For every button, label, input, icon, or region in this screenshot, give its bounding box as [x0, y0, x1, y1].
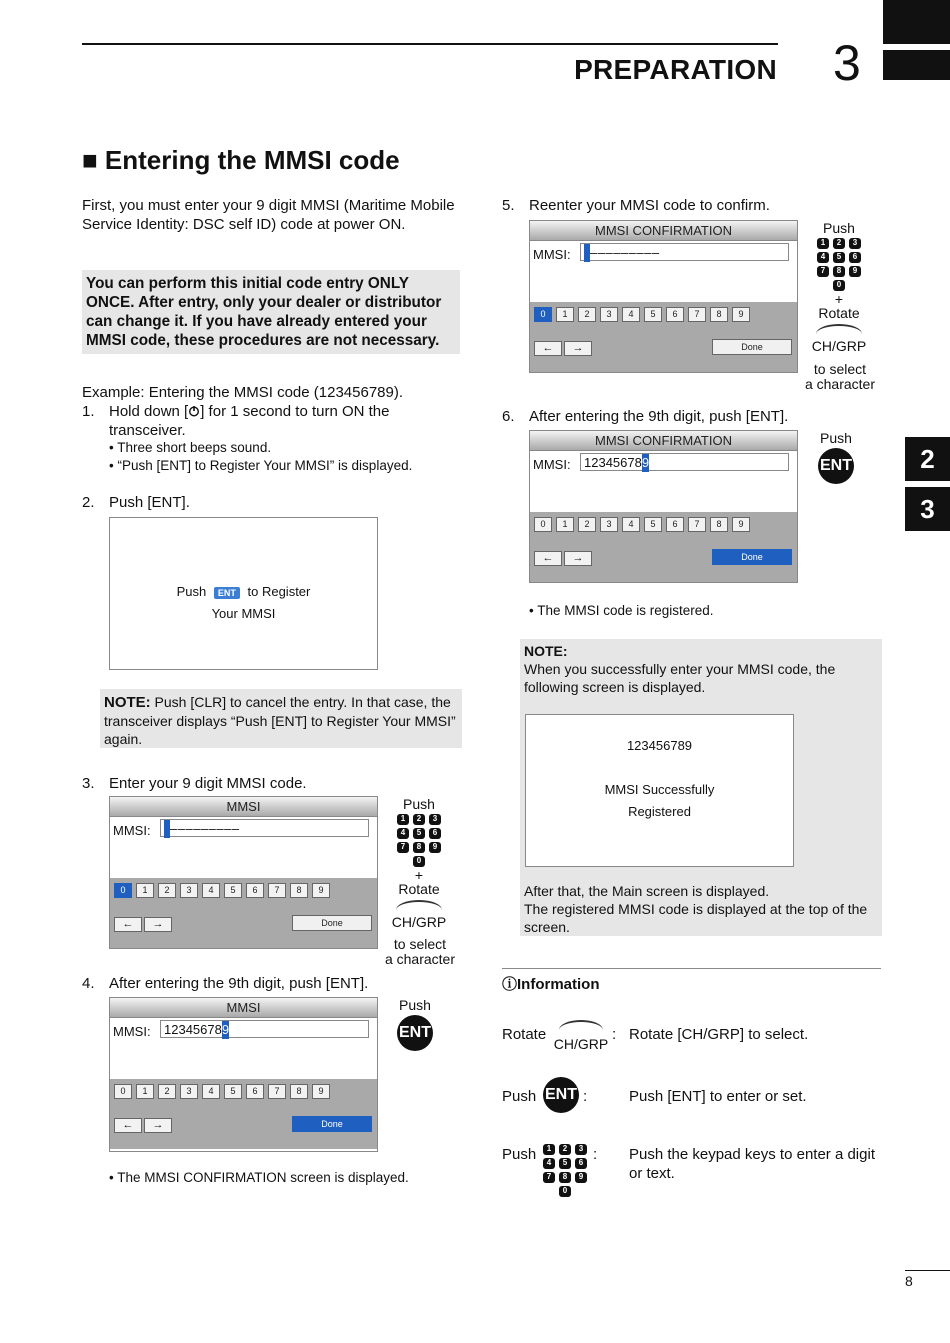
done-button[interactable]: Done	[292, 915, 372, 931]
keypad-key: 4	[543, 1158, 555, 1169]
keypad-key: 4	[397, 828, 409, 839]
side-tab-3[interactable]: 3	[905, 487, 950, 531]
right-arrow-button[interactable]: →	[144, 1118, 172, 1133]
digit-key[interactable]: 3	[600, 517, 618, 532]
note2-after2: The registered MMSI code is displayed at the top of the screen.	[524, 901, 868, 935]
footer-rule	[905, 1270, 950, 1271]
chapter-tab-block	[883, 0, 950, 44]
mmsi-label: MMSI:	[113, 823, 151, 838]
digit-key[interactable]: 2	[158, 1084, 176, 1099]
digit-keys	[534, 517, 750, 532]
keypad-key: 2	[413, 814, 425, 825]
intro-text: First, you must enter your 9 digit MMSI (Maritime Mobile Service Identity: DSC self ID) code at power ON.	[82, 197, 455, 233]
digit-key[interactable]: 0	[534, 517, 552, 532]
step-number: 2.	[82, 494, 95, 511]
digit-key[interactable]: 1	[136, 883, 154, 898]
to-select: to select	[393, 936, 447, 952]
left-arrow-button[interactable]: ←	[114, 917, 142, 932]
digit-key[interactable]: 5	[224, 1084, 242, 1099]
digit-keys	[114, 1084, 330, 1099]
step6-bullet: • The MMSI code is registered.	[529, 603, 714, 618]
digit-key[interactable]: 9	[732, 517, 750, 532]
digit-key[interactable]: 5	[644, 517, 662, 532]
digit-key[interactable]: 3	[600, 307, 618, 322]
step-number: 4.	[82, 975, 95, 992]
done-button[interactable]: Done	[712, 339, 792, 355]
confirm-screen-empty	[529, 220, 798, 373]
select-caption	[378, 937, 462, 967]
ent-icon: ENT	[397, 1015, 433, 1051]
digit-key[interactable]: 7	[268, 1084, 286, 1099]
push-label: Push	[399, 997, 431, 1013]
digit-key[interactable]: 4	[622, 517, 640, 532]
chgrp-label: CH/GRP	[811, 338, 867, 354]
digit-key[interactable]: 7	[688, 517, 706, 532]
keypad-key: 0	[833, 280, 845, 291]
screen-title: MMSI	[110, 797, 377, 817]
digit-key[interactable]: 8	[710, 307, 728, 322]
to-select: to select	[813, 361, 867, 377]
digit-key[interactable]: 1	[556, 517, 574, 532]
success-screen	[525, 714, 794, 867]
section-title: ■ Entering the MMSI code	[82, 145, 400, 175]
digit-key[interactable]: 4	[202, 1084, 220, 1099]
keypad-icon	[543, 1144, 587, 1197]
info-colon: :	[612, 1026, 617, 1043]
mmsi-label: MMSI:	[113, 1024, 151, 1039]
mmsi-field[interactable]	[160, 819, 369, 837]
digit-key[interactable]: 0	[114, 883, 132, 898]
keypad-key: 9	[849, 266, 861, 277]
mmsi-entered: 12345678	[584, 455, 642, 470]
info-dial-label: CH/GRP	[553, 1036, 609, 1052]
digit-key[interactable]: 6	[246, 1084, 264, 1099]
keypad-key: 5	[413, 828, 425, 839]
digit-key[interactable]: 5	[644, 307, 662, 322]
warning-box	[82, 270, 460, 354]
keypad-key: 7	[397, 842, 409, 853]
plus-sign: +	[834, 291, 844, 307]
info-colon: :	[593, 1146, 598, 1163]
digit-key[interactable]: 5	[224, 883, 242, 898]
step6-controls	[811, 430, 861, 484]
example-text: Example: Entering the MMSI code (123456789).	[82, 384, 404, 401]
page-title: PREPARATION	[574, 54, 777, 85]
success-number: 123456789	[626, 738, 693, 753]
step6-text: After entering the 9th digit, push [ENT].	[529, 408, 789, 425]
rotate-label: Rotate	[818, 305, 860, 321]
plus-sign: +	[414, 867, 424, 883]
keypad-key: 1	[543, 1144, 555, 1155]
left-arrow-button[interactable]: ←	[534, 551, 562, 566]
success-line1: MMSI Successfully	[604, 782, 715, 797]
digit-key[interactable]: 8	[290, 883, 308, 898]
info-colon: :	[583, 1088, 588, 1105]
mmsi-label: MMSI:	[533, 247, 571, 262]
info-push-desc: Push [ENT] to enter or set.	[629, 1088, 807, 1105]
push-label: Push	[823, 220, 855, 236]
mmsi-field[interactable]	[160, 1020, 369, 1038]
keyboard-area	[110, 878, 377, 948]
confirm-screen-filled	[529, 430, 798, 583]
digit-key[interactable]: 6	[666, 517, 684, 532]
step1-text-b: ] for 1 second to turn ON the	[200, 403, 390, 420]
step-number: 5.	[502, 197, 515, 214]
digit-key[interactable]: 0	[114, 1084, 132, 1099]
step1-bullet: • Three short beeps sound.	[109, 440, 272, 455]
digit-key[interactable]: 7	[688, 307, 706, 322]
keypad-key: 2	[559, 1144, 571, 1155]
keypad-key: 6	[849, 252, 861, 263]
digit-key[interactable]: 0	[534, 307, 552, 322]
screen-title: MMSI	[110, 998, 377, 1018]
dial-icon	[396, 900, 442, 920]
register-line2: Your MMSI	[211, 606, 276, 621]
keypad-key: 7	[817, 266, 829, 277]
a-character: a character	[804, 376, 876, 392]
ent-icon: ENT	[543, 1077, 579, 1113]
step4-bullet: • The MMSI CONFIRMATION screen is displayed.	[109, 1170, 409, 1185]
mmsi-last-digit: 9	[641, 455, 650, 470]
info-push-label: Push	[502, 1088, 537, 1105]
right-arrow-button[interactable]: →	[144, 917, 172, 932]
info-title: ⓘInformation	[502, 976, 600, 993]
digit-key[interactable]: 2	[158, 883, 176, 898]
info-keypad-desc: Push the keypad keys to enter a digit or text.	[629, 1146, 875, 1182]
note-box-2	[520, 639, 882, 936]
info-dial	[553, 1020, 609, 1052]
step-number: 1.	[82, 403, 95, 420]
info-rotate-desc: Rotate [CH/GRP] to select.	[629, 1026, 809, 1043]
chapter-number: 3	[833, 35, 861, 91]
step4-text: After entering the 9th digit, push [ENT].	[109, 975, 369, 992]
digit-key[interactable]: 9	[312, 1084, 330, 1099]
register-screen	[109, 517, 378, 670]
step-number: 3.	[82, 775, 95, 792]
digit-key[interactable]: 4	[202, 883, 220, 898]
digit-key[interactable]: 8	[710, 517, 728, 532]
digit-key[interactable]: 9	[732, 307, 750, 322]
keypad-key: 3	[429, 814, 441, 825]
digit-key[interactable]: 6	[666, 307, 684, 322]
register-to: to Register	[247, 584, 311, 599]
keypad-key: 1	[817, 238, 829, 249]
keypad-key: 3	[575, 1144, 587, 1155]
keyboard-area	[530, 302, 797, 372]
warning-text: You can perform this initial code entry ONLY ONCE. After entry, only your dealer or distributor can change it. If you have already entered your MMSI code, these procedures are not necessary.	[86, 275, 442, 349]
mmsi-dashes: –––––––––	[590, 245, 660, 260]
rotate-label: Rotate	[398, 881, 440, 897]
keypad-icon	[397, 814, 441, 867]
mmsi-screen-filled	[109, 997, 378, 1152]
mmsi-entered: 12345678	[164, 1022, 222, 1037]
note1-text	[104, 693, 456, 748]
note1-body: Push [CLR] to cancel the entry. In that case, the transceiver displays “Push [ENT] to Register Your MMSI” again.	[104, 694, 456, 747]
mmsi-last-digit: 9	[221, 1022, 230, 1037]
keypad-key: 3	[849, 238, 861, 249]
keypad-key: 0	[413, 856, 425, 867]
header-rule	[82, 43, 778, 45]
done-button[interactable]: Done	[712, 549, 792, 565]
note2-label: NOTE:	[524, 643, 568, 659]
note2-after1: After that, the Main screen is displayed.	[524, 883, 770, 899]
note2-text: When you successfully enter your MMSI code, the following screen is displayed.	[524, 661, 836, 695]
step1-text-c: transceiver.	[109, 422, 186, 439]
screen-title: MMSI CONFIRMATION	[530, 431, 797, 451]
left-arrow-button[interactable]: ←	[114, 1118, 142, 1133]
right-arrow-button[interactable]: →	[564, 551, 592, 566]
push-label: Push	[403, 796, 435, 812]
step3-controls	[384, 796, 454, 930]
step1-bullet: • “Push [ENT] to Register Your MMSI” is displayed.	[109, 458, 413, 473]
step1-text	[109, 402, 389, 421]
step4-controls	[390, 997, 440, 1051]
digit-key[interactable]: 8	[290, 1084, 308, 1099]
digit-key[interactable]: 3	[180, 1084, 198, 1099]
mmsi-field[interactable]	[580, 453, 789, 471]
left-arrow-button[interactable]: ←	[534, 341, 562, 356]
keypad-key: 8	[413, 842, 425, 853]
select-caption	[798, 362, 882, 392]
screen-title: MMSI CONFIRMATION	[530, 221, 797, 241]
push-label: Push	[820, 430, 852, 446]
dial-icon	[816, 324, 862, 344]
register-line1	[110, 584, 377, 599]
chgrp-label: CH/GRP	[391, 914, 447, 930]
step2-text: Push [ENT].	[109, 494, 190, 511]
keypad-key: 4	[817, 252, 829, 263]
keyboard-area	[110, 1079, 377, 1149]
keypad-key: 9	[429, 842, 441, 853]
keypad-key: 7	[543, 1172, 555, 1183]
success-line2: Registered	[628, 804, 691, 819]
keypad-key: 5	[559, 1158, 571, 1169]
ent-badge: ENT	[214, 587, 240, 599]
step3-text: Enter your 9 digit MMSI code.	[109, 775, 307, 792]
keyboard-area	[530, 512, 797, 582]
chapter-tab-block-2	[883, 50, 950, 80]
done-button[interactable]: Done	[292, 1116, 372, 1132]
keypad-key: 0	[559, 1186, 571, 1197]
keypad-key: 2	[833, 238, 845, 249]
right-arrow-button[interactable]: →	[564, 341, 592, 356]
digit-key[interactable]: 1	[136, 1084, 154, 1099]
keypad-key: 9	[575, 1172, 587, 1183]
digit-key[interactable]: 9	[312, 883, 330, 898]
info-keypad-label: Push	[502, 1146, 537, 1163]
step5-text: Reenter your MMSI code to confirm.	[529, 197, 770, 214]
register-push: Push	[176, 584, 207, 599]
digit-key[interactable]: 6	[246, 883, 264, 898]
keypad-key: 6	[429, 828, 441, 839]
mmsi-screen-empty	[109, 796, 378, 949]
step5-controls	[804, 220, 874, 354]
digit-key[interactable]: 2	[578, 307, 596, 322]
info-rotate-label: Rotate	[502, 1026, 547, 1043]
keypad-key: 5	[833, 252, 845, 263]
digit-keys	[114, 883, 330, 898]
digit-key[interactable]: 4	[622, 307, 640, 322]
step1-text-a: Hold down [	[109, 403, 189, 420]
digit-key[interactable]: 1	[556, 307, 574, 322]
digit-key[interactable]: 3	[180, 883, 198, 898]
keypad-key: 6	[575, 1158, 587, 1169]
keypad-key: 8	[559, 1172, 571, 1183]
mmsi-label: MMSI:	[533, 457, 571, 472]
power-icon	[188, 405, 200, 417]
a-character: a character	[384, 951, 456, 967]
note-box-1	[100, 689, 462, 748]
digit-keys	[534, 307, 750, 322]
ent-icon: ENT	[818, 448, 854, 484]
dial-icon	[559, 1020, 603, 1040]
digit-key[interactable]: 2	[578, 517, 596, 532]
digit-key[interactable]: 7	[268, 883, 286, 898]
keypad-key: 8	[833, 266, 845, 277]
keypad-key: 1	[397, 814, 409, 825]
step-number: 6.	[502, 408, 515, 425]
mmsi-field[interactable]	[580, 243, 789, 261]
note1-label: NOTE:	[104, 694, 151, 711]
mmsi-dashes: –––––––––	[170, 821, 240, 836]
keypad-icon	[817, 238, 861, 291]
page-number: 8	[905, 1273, 913, 1289]
info-rule	[502, 968, 881, 969]
side-tab-2[interactable]: 2	[905, 437, 950, 481]
